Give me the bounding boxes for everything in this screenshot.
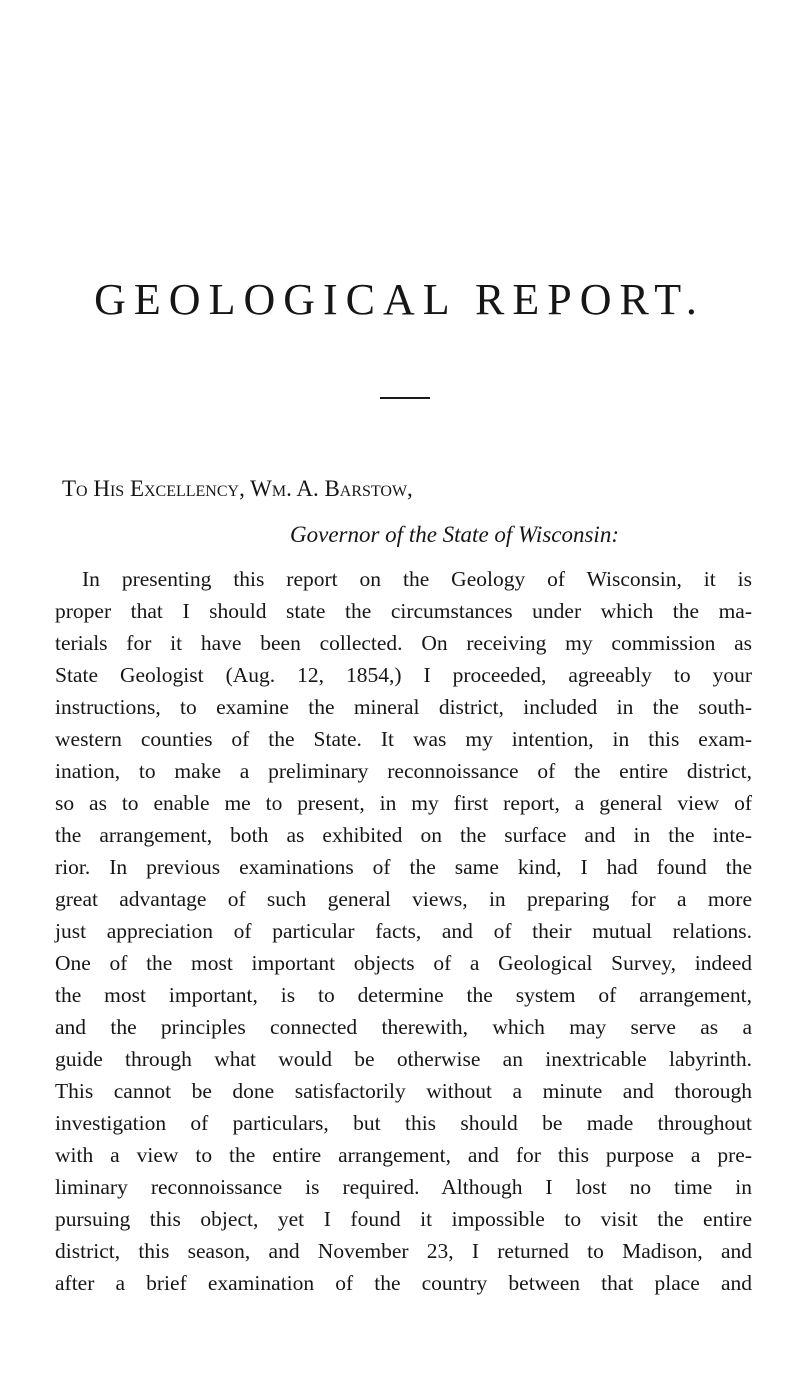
text-line: instructions, to examine the mineral district, included in the south-: [55, 695, 752, 719]
text-line: terials for it have been collected. On receiving my commission as: [55, 631, 752, 655]
salutation: To His Excellency, Wm. A. Barstow,: [62, 476, 413, 501]
text-line: This cannot be done satisfactorily without a minute and thorough: [55, 1079, 752, 1103]
text-line: State Geologist (Aug. 12, 1854,) I proceeded, agreeably to your: [55, 663, 752, 687]
page-title: GEOLOGICAL REPORT.: [94, 275, 705, 324]
text-line: liminary reconnoissance is required. Although I lost no time in: [55, 1175, 752, 1199]
text-line: One of the most important objects of a Geological Survey, indeed: [55, 951, 752, 975]
text-line: rior. In previous examinations of the same kind, I had found the: [55, 855, 752, 879]
text-line: the most important, is to determine the system of arrangement,: [55, 983, 752, 1007]
text-line: great advantage of such general views, in preparing for a more: [55, 887, 752, 911]
body-paragraph: [55, 563, 752, 1299]
text-line: after a brief examination of the country between that place and: [55, 1271, 752, 1295]
addressee-title: Governor of the State of Wisconsin:: [290, 522, 619, 547]
text-line: pursuing this object, yet I found it impossible to visit the entire: [55, 1207, 752, 1231]
text-line: and the principles connected therewith, which may serve as a: [55, 1015, 752, 1039]
text-line: proper that I should state the circumstances under which the ma-: [55, 599, 752, 623]
text-line: western counties of the State. It was my intention, in this exam-: [55, 727, 752, 751]
text-line: just appreciation of particular facts, and of their mutual relations.: [55, 919, 752, 943]
text-line: district, this season, and November 23, I returned to Madison, and: [55, 1239, 752, 1263]
text-line: so as to enable me to present, in my first report, a general view of: [55, 791, 752, 815]
text-line: the arrangement, both as exhibited on the surface and in the inte-: [55, 823, 752, 847]
title-divider: [380, 397, 430, 399]
text-line: In presenting this report on the Geology of Wisconsin, it is: [82, 567, 752, 591]
text-line: guide through what would be otherwise an inextricable labyrinth.: [55, 1047, 752, 1071]
text-line: ination, to make a preliminary reconnoissance of the entire district,: [55, 759, 752, 783]
text-line: investigation of particulars, but this should be made throughout: [55, 1111, 752, 1135]
text-line: with a view to the entire arrangement, and for this purpose a pre-: [55, 1143, 752, 1167]
